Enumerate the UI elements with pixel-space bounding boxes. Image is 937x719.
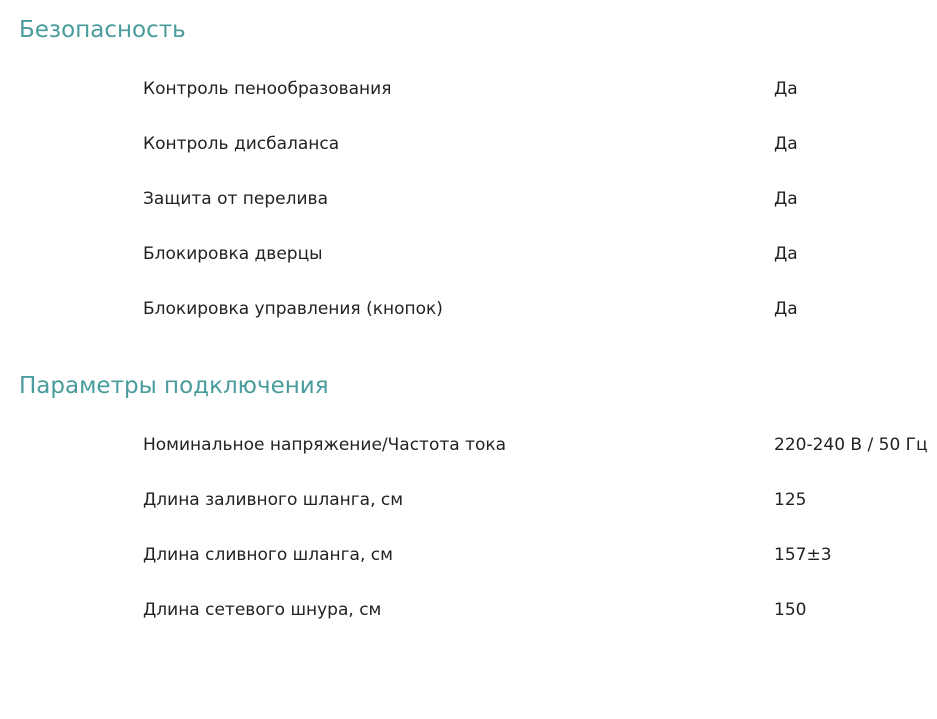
spec-label: Контроль дисбаланса bbox=[143, 134, 340, 154]
spec-value: 157±3 bbox=[774, 545, 832, 565]
spec-label: Блокировка управления (кнопок) bbox=[143, 299, 443, 319]
spec-label: Длина сливного шланга, см bbox=[143, 545, 393, 565]
spec-value: Да bbox=[774, 244, 798, 264]
spec-row bbox=[0, 488, 937, 512]
spec-row bbox=[0, 77, 937, 101]
spec-row bbox=[0, 598, 937, 622]
spec-value: Да bbox=[774, 134, 798, 154]
spec-label: Контроль пенообразования bbox=[143, 79, 392, 99]
spec-value: 220-240 В / 50 Гц bbox=[774, 435, 928, 455]
spec-row bbox=[0, 187, 937, 211]
spec-row bbox=[0, 297, 937, 321]
spec-label: Блокировка дверцы bbox=[143, 244, 323, 264]
spec-value: Да bbox=[774, 189, 798, 209]
section-title-safety: Безопасность bbox=[19, 17, 186, 43]
spec-label: Длина заливного шланга, см bbox=[143, 490, 404, 510]
spec-row bbox=[0, 132, 937, 156]
section-title-connection: Параметры подключения bbox=[19, 373, 329, 399]
spec-row bbox=[0, 242, 937, 266]
spec-value: 150 bbox=[774, 600, 807, 620]
spec-row bbox=[0, 543, 937, 567]
spec-row bbox=[0, 433, 937, 457]
spec-value: Да bbox=[774, 79, 798, 99]
spec-value: 125 bbox=[774, 490, 807, 510]
spec-value: Да bbox=[774, 299, 798, 319]
spec-label: Защита от перелива bbox=[143, 189, 328, 209]
spec-label: Номинальное напряжение/Частота тока bbox=[143, 435, 507, 455]
spec-label: Длина сетевого шнура, см bbox=[143, 600, 382, 620]
